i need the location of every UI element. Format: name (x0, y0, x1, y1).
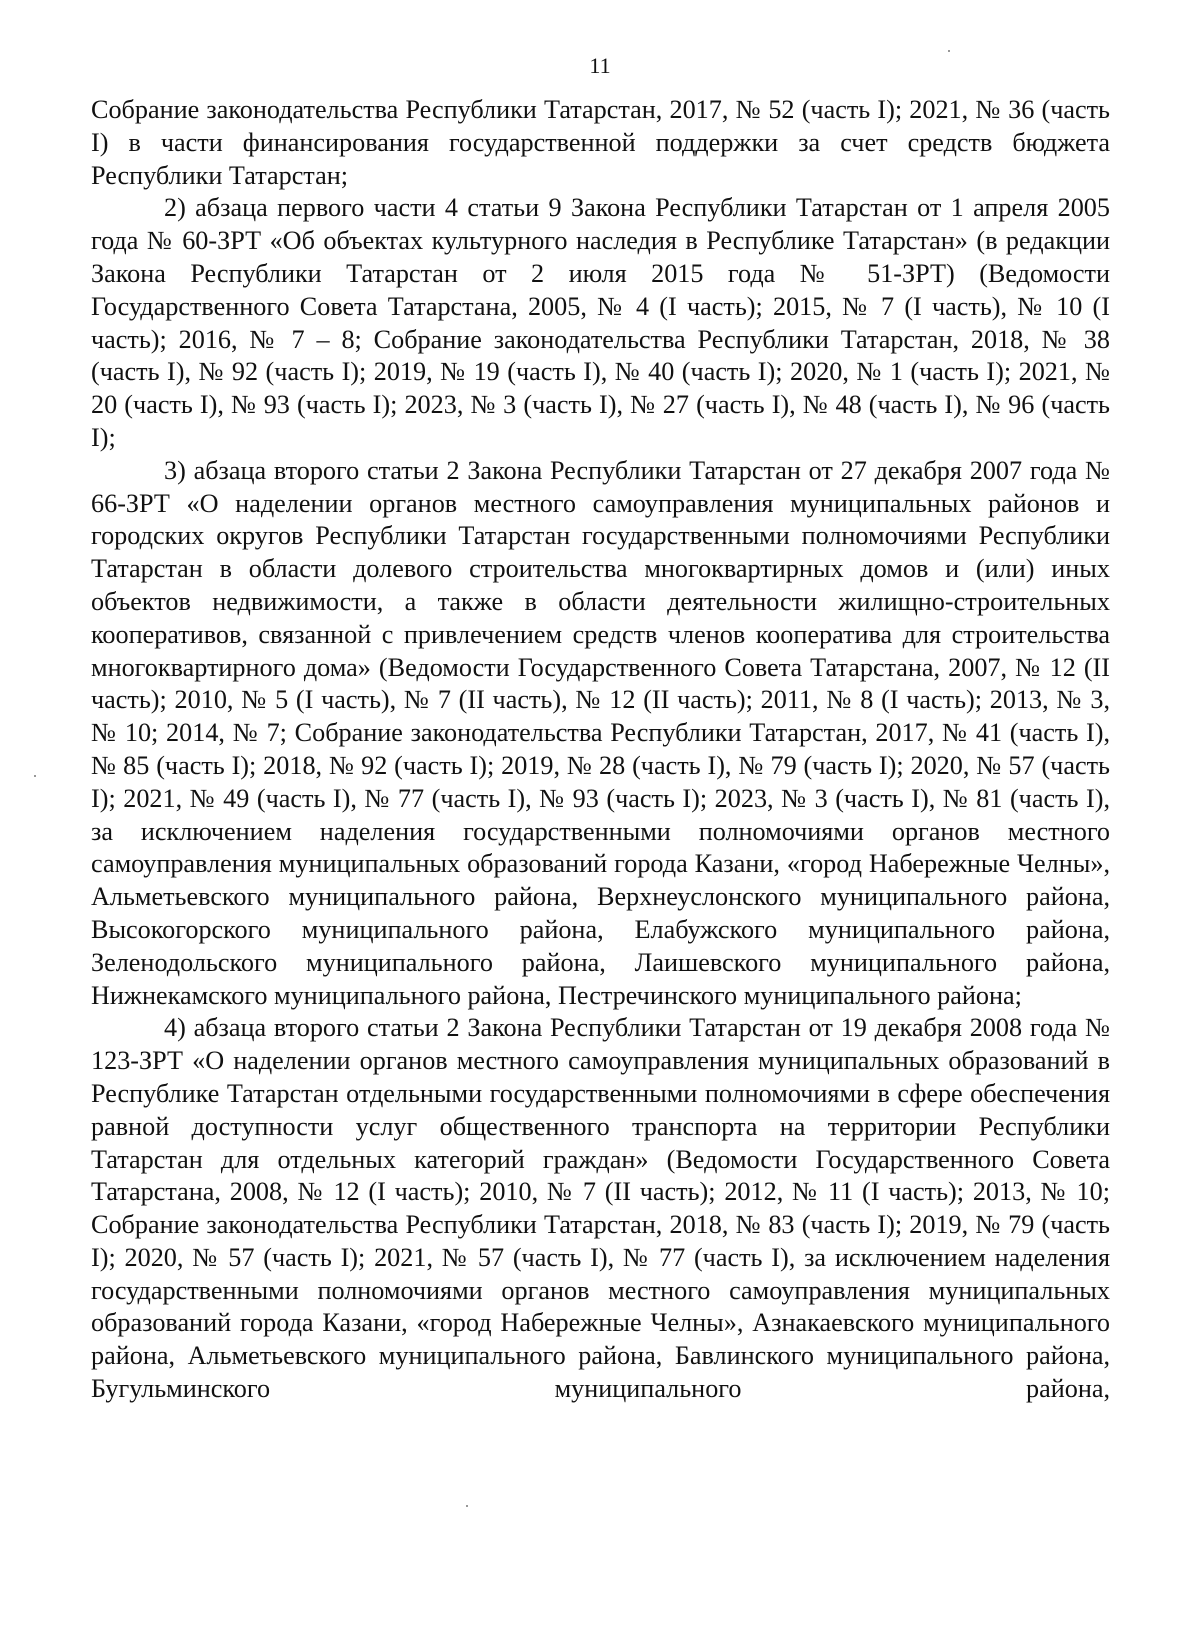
paragraph-continuation: Собрание законодательства Республики Татарстан, 2017, № 52 (часть I); 2021, № 36 (часть I) в части финансирования государственной поддержки за счет средств бюджета Республики Татарстан; (91, 95, 1110, 190)
scan-speck (34, 775, 36, 777)
paragraph-item-3: 3) абзаца второго статьи 2 Закона Республики Татарстан от 27 декабря 2007 года № 66-ЗРТ «О наделении органов местного самоуправления муниципальных районов и городских округов Республики Татарстан государственными полномочиями Республики Татарстан в области долевого строительства многоквартирных домов и (или) иных объектов недвижимости, а также в области деятельности жилищно-строительных кооперативов, связанной с привлечением средств членов кооператива для строительства многоквартирного дома» (Ведомости Государственного Совета Татарстана, 2007, № 12 (II часть); 2010, № 5 (I часть), № 7 (II часть), № 12 (II часть); 2011, № 8 (I часть); 2013, № 3, № 10; 2014, № 7; Собрание законодательства Республики Татарстан, 2017, № 41 (часть I), № 85 (часть I); 2018, № 92 (часть I); 2019, № 28 (часть I), № 79 (часть I); 2020, № 57 (часть I); 2021, № 49 (часть I), № 77 (часть I), № 93 (часть I); 2023, № 3 (часть I), № 81 (часть I), за исключением наделения государственными полномочиями органов местного самоуправления муниципальных образований города Казани, «город Набережные Челны», Альметьевского муниципального района, Верхнеуслонского муниципального района, Высокогорского муниципального района, Елабужского муниципального района, Зеленодольского муниципального района, Лаишевского муниципального района, Нижнекамского муниципального района, Пестречинского муниципального района; (91, 455, 1110, 1010)
document-body (91, 94, 1110, 1406)
paragraph-item-2: 2) абзаца первого части 4 статьи 9 Закона Республики Татарстан от 1 апреля 2005 года № 60-ЗРТ «Об объектах культурного наследия в Республике Татарстан» (в редакции Закона Республики Татарстан от 2 июля 2015 года № 51-ЗРТ) (Ведомости Государственного Совета Татарстана, 2005, № 4 (I часть); 2015, № 7 (I часть), № 10 (I часть); 2016, № 7 – 8; Собрание законодательства Республики Татарстан, 2018, № 38 (часть I), № 92 (часть I); 2019, № 19 (часть I), № 40 (часть I); 2020, № 1 (часть I); 2021, № 20 (часть I), № 93 (часть I); 2023, № 3 (часть I), № 27 (часть I), № 48 (часть I), № 96 (часть I); (91, 193, 1110, 452)
scan-speck (466, 1505, 468, 1507)
scan-speck (948, 50, 950, 52)
page-number: 11 (589, 53, 611, 78)
paragraph-item-4: 4) абзаца второго статьи 2 Закона Республики Татарстан от 19 декабря 2008 года № 123-ЗРТ «О наделении органов местного самоуправления муниципальных образований в Республике Татарстан отдельными государственными полномочиями в сфере обеспечения равной доступности услуг общественного транспорта на территории Республики Татарстан для отдельных категорий граждан» (Ведомости Государственного Совета Татарстана, 2008, № 12 (I часть); 2010, № 7 (II часть); 2012, № 11 (I часть); 2013, № 10; Собрание законодательства Республики Татарстан, 2018, № 83 (часть I); 2019, № 79 (часть I); 2020, № 57 (часть I); 2021, № 57 (часть I), № 77 (часть I), за исключением наделения государственными полномочиями органов местного самоуправления муниципальных образований города Казани, «город Набережные Челны», Азнакаевского муниципального района, Альметьевского муниципального района, Бавлинского муниципального района, Бугульминского муниципального района, (91, 1013, 1110, 1404)
